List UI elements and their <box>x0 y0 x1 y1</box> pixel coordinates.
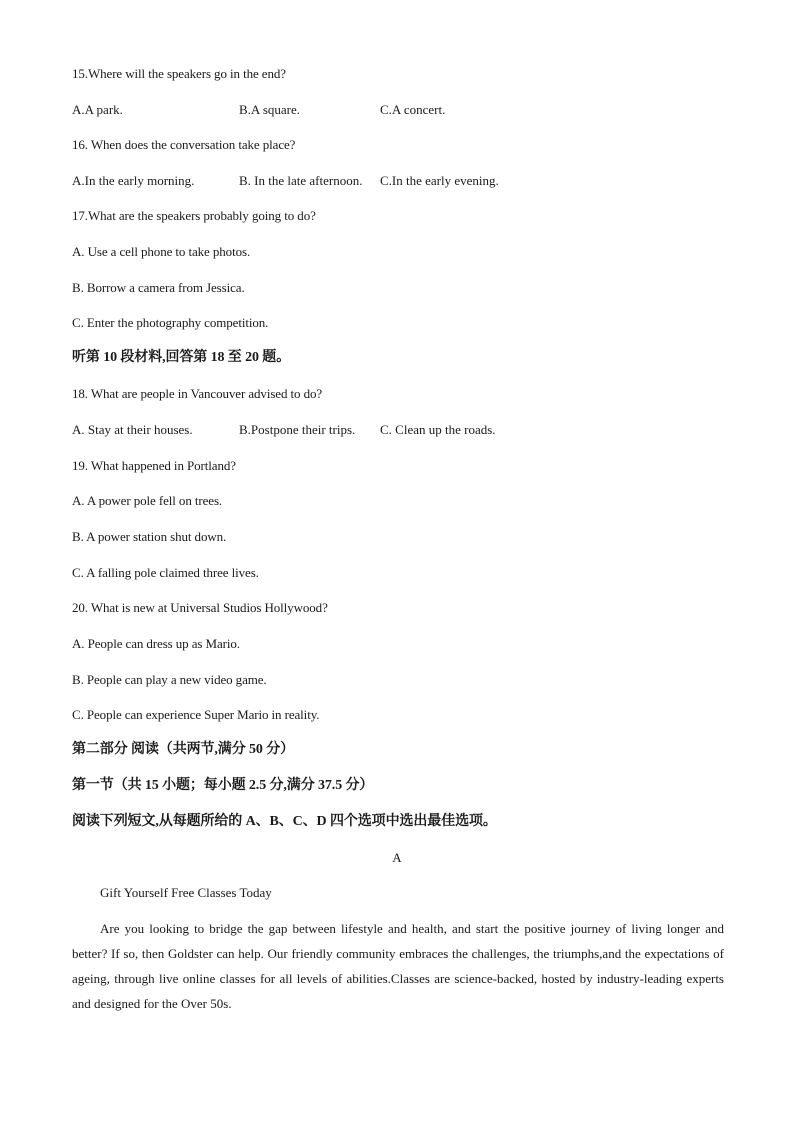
q20-option-c: C. People can experience Super Mario in reality. <box>72 707 320 722</box>
q17-option-b: B. Borrow a camera from Jessica. <box>72 280 245 295</box>
section-10-heading: 听第 10 段材料,回答第 18 至 20 题。 <box>72 350 291 365</box>
section-1-heading: 第一节（共 15 小题；每小题 2.5 分,满分 37.5 分） <box>72 778 374 793</box>
part-2-heading: 第二部分 阅读（共两节,满分 50 分） <box>72 742 294 757</box>
passage-title: Gift Yourself Free Classes Today <box>100 885 272 900</box>
q19-stem: 19. What happened in Portland? <box>72 458 236 473</box>
q18-stem: 18. What are people in Vancouver advised to do? <box>72 386 323 401</box>
q19-option-b: B. A power station shut down. <box>72 529 227 544</box>
q16-stem: 16. When does the conversation take place? <box>72 137 296 152</box>
q17-option-c: C. Enter the photography competition. <box>72 315 269 330</box>
q15-option-b: B.A square. <box>239 102 301 117</box>
q15-option-c: C.A concert. <box>380 102 446 117</box>
q17-stem: 17.What are the speakers probably going to do? <box>72 208 316 223</box>
q16-option-b: B. In the late afternoon. <box>239 173 363 188</box>
q18-option-c: C. Clean up the roads. <box>380 422 496 437</box>
q15-stem: 15.Where will the speakers go in the end? <box>72 66 286 81</box>
q18-option-a: A. Stay at their houses. <box>72 422 193 437</box>
q17-option-a: A. Use a cell phone to take photos. <box>72 244 251 259</box>
q18-option-b: B.Postpone their trips. <box>239 422 356 437</box>
passage-letter: A <box>392 850 402 865</box>
q20-option-b: B. People can play a new video game. <box>72 672 267 687</box>
q19-option-c: C. A falling pole claimed three lives. <box>72 565 259 580</box>
reading-instruction: 阅读下列短文,从每题所给的 A、B、C、D 四个选项中选出最佳选项。 <box>72 814 497 829</box>
q15-option-a: A.A park. <box>72 102 123 117</box>
q20-option-a: A. People can dress up as Mario. <box>72 636 240 651</box>
q20-stem: 20. What is new at Universal Studios Hollywood? <box>72 600 328 615</box>
passage-paragraph: Are you looking to bridge the gap between lifestyle and health, and start the positive journey of living longer and better? If so, then Goldster can help. Our friendly community embraces the challenges, the triumphs,and the expectations of ageing, through live online classes for all levels of abilities.Classes are science-backed, hosted by industry-leading experts and designed for the Over 50s. <box>72 921 724 1011</box>
q16-option-c: C.In the early evening. <box>380 173 499 188</box>
q16-option-a: A.In the early morning. <box>72 173 195 188</box>
q19-option-a: A. A power pole fell on trees. <box>72 493 223 508</box>
